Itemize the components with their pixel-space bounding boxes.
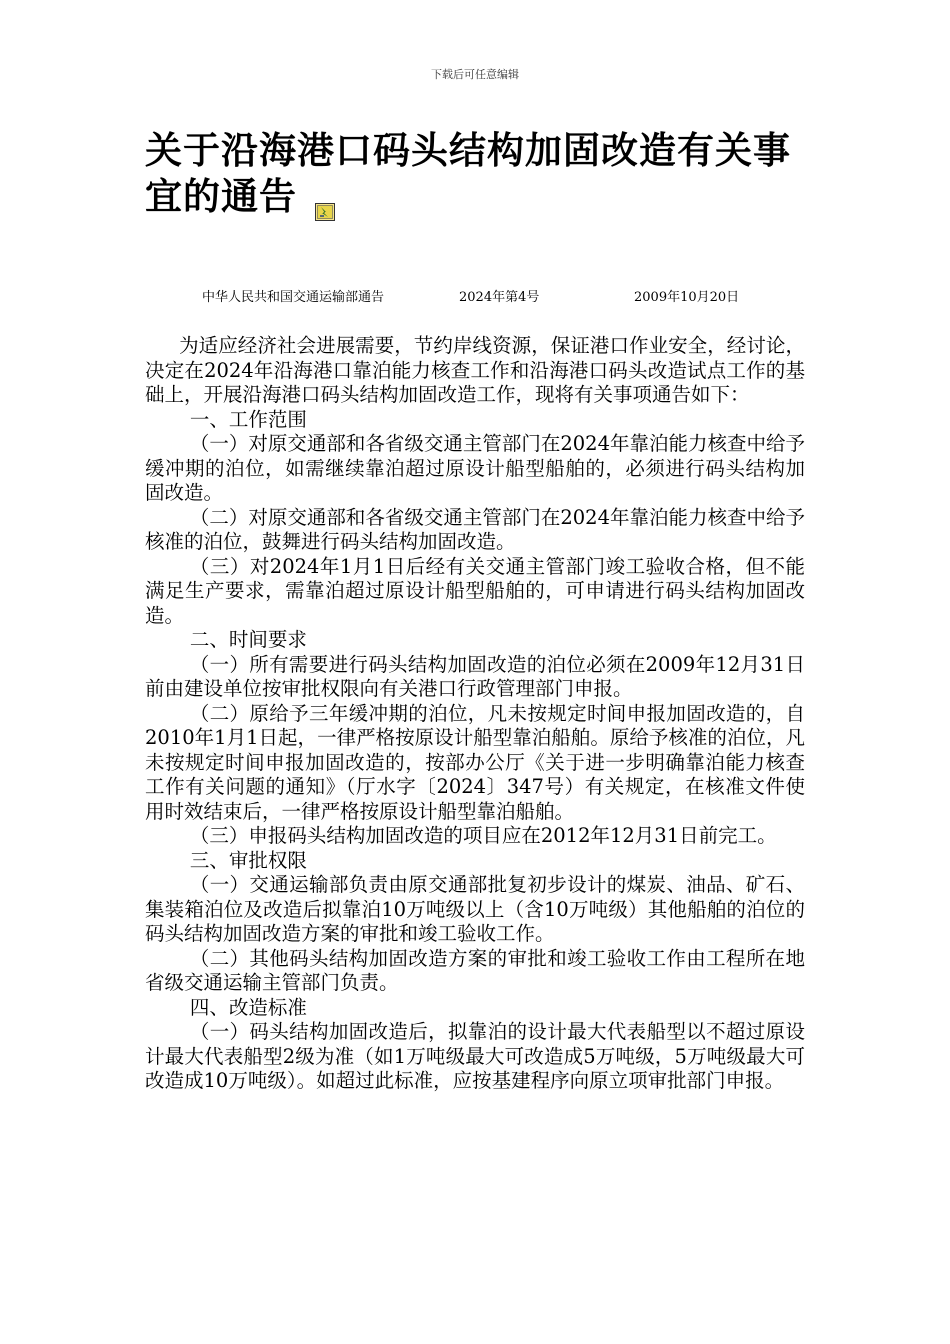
list-item: （二）原给予三年缓冲期的泊位，凡未按规定时间申报加固改造的，自2010年1月1日起，一律严格按原设计船型靠泊船舶。原给予核准的泊位，凡未按规定时间申报加固改造的，按部办公厅《关于进一步明确靠泊能力核查工作有关问题的通知》（厅水字〔2024〕347号）有关规定，在核准文件使用时效结束后，一律严格按原设计船型靠泊船舶。 bbox=[145, 701, 805, 823]
list-item: （三）申报码头结构加固改造的项目应在2012年12月31日前完工。 bbox=[189, 824, 777, 847]
document-body bbox=[145, 334, 805, 1094]
notice-number: 2024年第4号 bbox=[459, 290, 540, 305]
section-heading: 三、审批权限 bbox=[189, 848, 307, 872]
section-heading: 二、时间要求 bbox=[189, 628, 307, 651]
section-heading: 一、工作范围 bbox=[189, 407, 307, 431]
issuer-label: 中华人民共和国交通运输部通告 bbox=[202, 290, 385, 305]
intro-paragraph: 为适应经济社会进展需要，节约岸线资源，保证港口作业安全，经讨论，决定在2024年沿海港口靠泊能力核查工作和沿海港口码头改造试点工作的基础上，开展沿海港口码头结构加固改造工作，现将有关事项通告如下： bbox=[145, 334, 805, 406]
list-item: （一）所有需要进行码头结构加固改造的泊位必须在2009年12月31日前由建设单位按审批权限向有关港口行政管理部门申报。 bbox=[145, 652, 805, 700]
list-item: （二）其他码头结构加固改造方案的审批和竣工验收工作由工程所在地省级交通运输主管部门负责。 bbox=[145, 946, 805, 994]
list-item: （三）对2024年1月1日后经有关交通主管部门竣工验收合格，但不能满足生产要求，需靠泊超过原设计船型船舶的，可申请进行码头结构加固改造。 bbox=[145, 554, 805, 627]
list-item: （一）码头结构加固改造后，拟靠泊的设计最大代表船型以不超过原设计最大代表船型2级为准（如1万吨级最大可改造成5万吨级，5万吨级最大可改造成10万吨级）。如超过此标准，应按基建程序向原立项审批部门申报。 bbox=[145, 1020, 805, 1092]
document-title bbox=[145, 128, 825, 220]
list-item: （一）对原交通部和各省级交通主管部门在2024年靠泊能力核查中给予缓冲期的泊位，如需继续靠泊超过原设计船型船舶的，必须进行码头结构加固改造。 bbox=[145, 432, 805, 504]
document-link-icon[interactable] bbox=[315, 186, 335, 204]
document-title-text: 关于沿海港口码头结构加固改造有关事宜的通告 bbox=[145, 129, 791, 218]
section-heading: 四、改造标准 bbox=[189, 995, 307, 1019]
list-item: （一）交通运输部负责由原交通部批复初步设计的煤炭、油品、矿石、集装箱泊位及改造后拟靠泊10万吨级以上（含10万吨级）其他船舶的泊位的码头结构加固改造方案的审批和竣工验收工作。 bbox=[145, 873, 805, 945]
list-item: （二）对原交通部和各省级交通主管部门在2024年靠泊能力核查中给予核准的泊位，鼓舞进行码头结构加固改造。 bbox=[145, 505, 805, 553]
notice-date: 2009年10月20日 bbox=[634, 290, 740, 305]
header-note: 下载后可任意编辑 bbox=[431, 68, 519, 81]
